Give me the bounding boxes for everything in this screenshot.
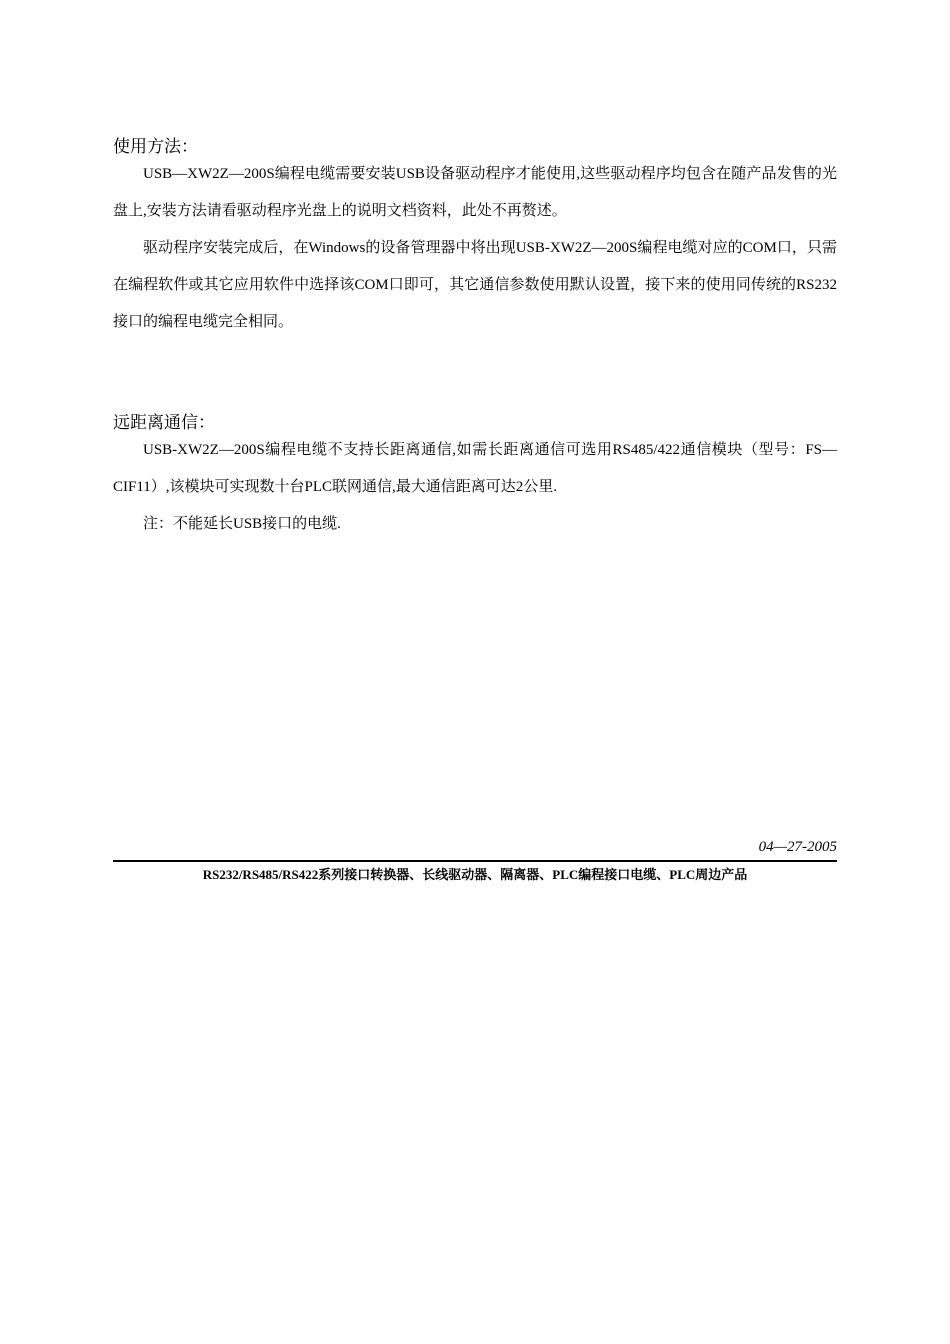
usage-paragraph-1: USB—XW2Z—200S编程电缆需要安装USB设备驱动程序才能使用,这些驱动程序均包含在随产品发售的光盘上,安装方法请看驱动程序光盘上的说明文档资料，此处不再赘述。 [113, 166, 837, 219]
long-distance-paragraph-1: USB-XW2Z—200S编程电缆不支持长距离通信,如需长距离通信可选用RS485/422通信模块（型号：FS—CIF11）,该模块可实现数十台PLC联网通信,最大通信距离可达2公里. [113, 442, 837, 495]
long-distance-heading: 远距离通信： [113, 413, 215, 433]
usage-heading: 使用方法： [113, 137, 198, 157]
footer-divider [113, 860, 837, 862]
usage-section [113, 136, 837, 341]
long-distance-note: 注：不能延长USB接口的电缆. [143, 516, 341, 532]
usage-paragraph-2: 驱动程序安装完成后，在Windows的设备管理器中将出现USB-XW2Z—200S编程电缆对应的COM口，只需在编程软件或其它应用软件中选择该COM口即可，其它通信参数使用默认设置，接下来的使用同传统的RS232接口的编程电缆完全相同。 [113, 240, 837, 330]
footer-tagline: RS232/RS485/RS422系列接口转换器、长线驱动器、隔离器、PLC编程接口电缆、PLC周边产品 [202, 867, 748, 882]
document-date: 04—27-2005 [758, 839, 837, 855]
long-distance-section [113, 412, 837, 543]
